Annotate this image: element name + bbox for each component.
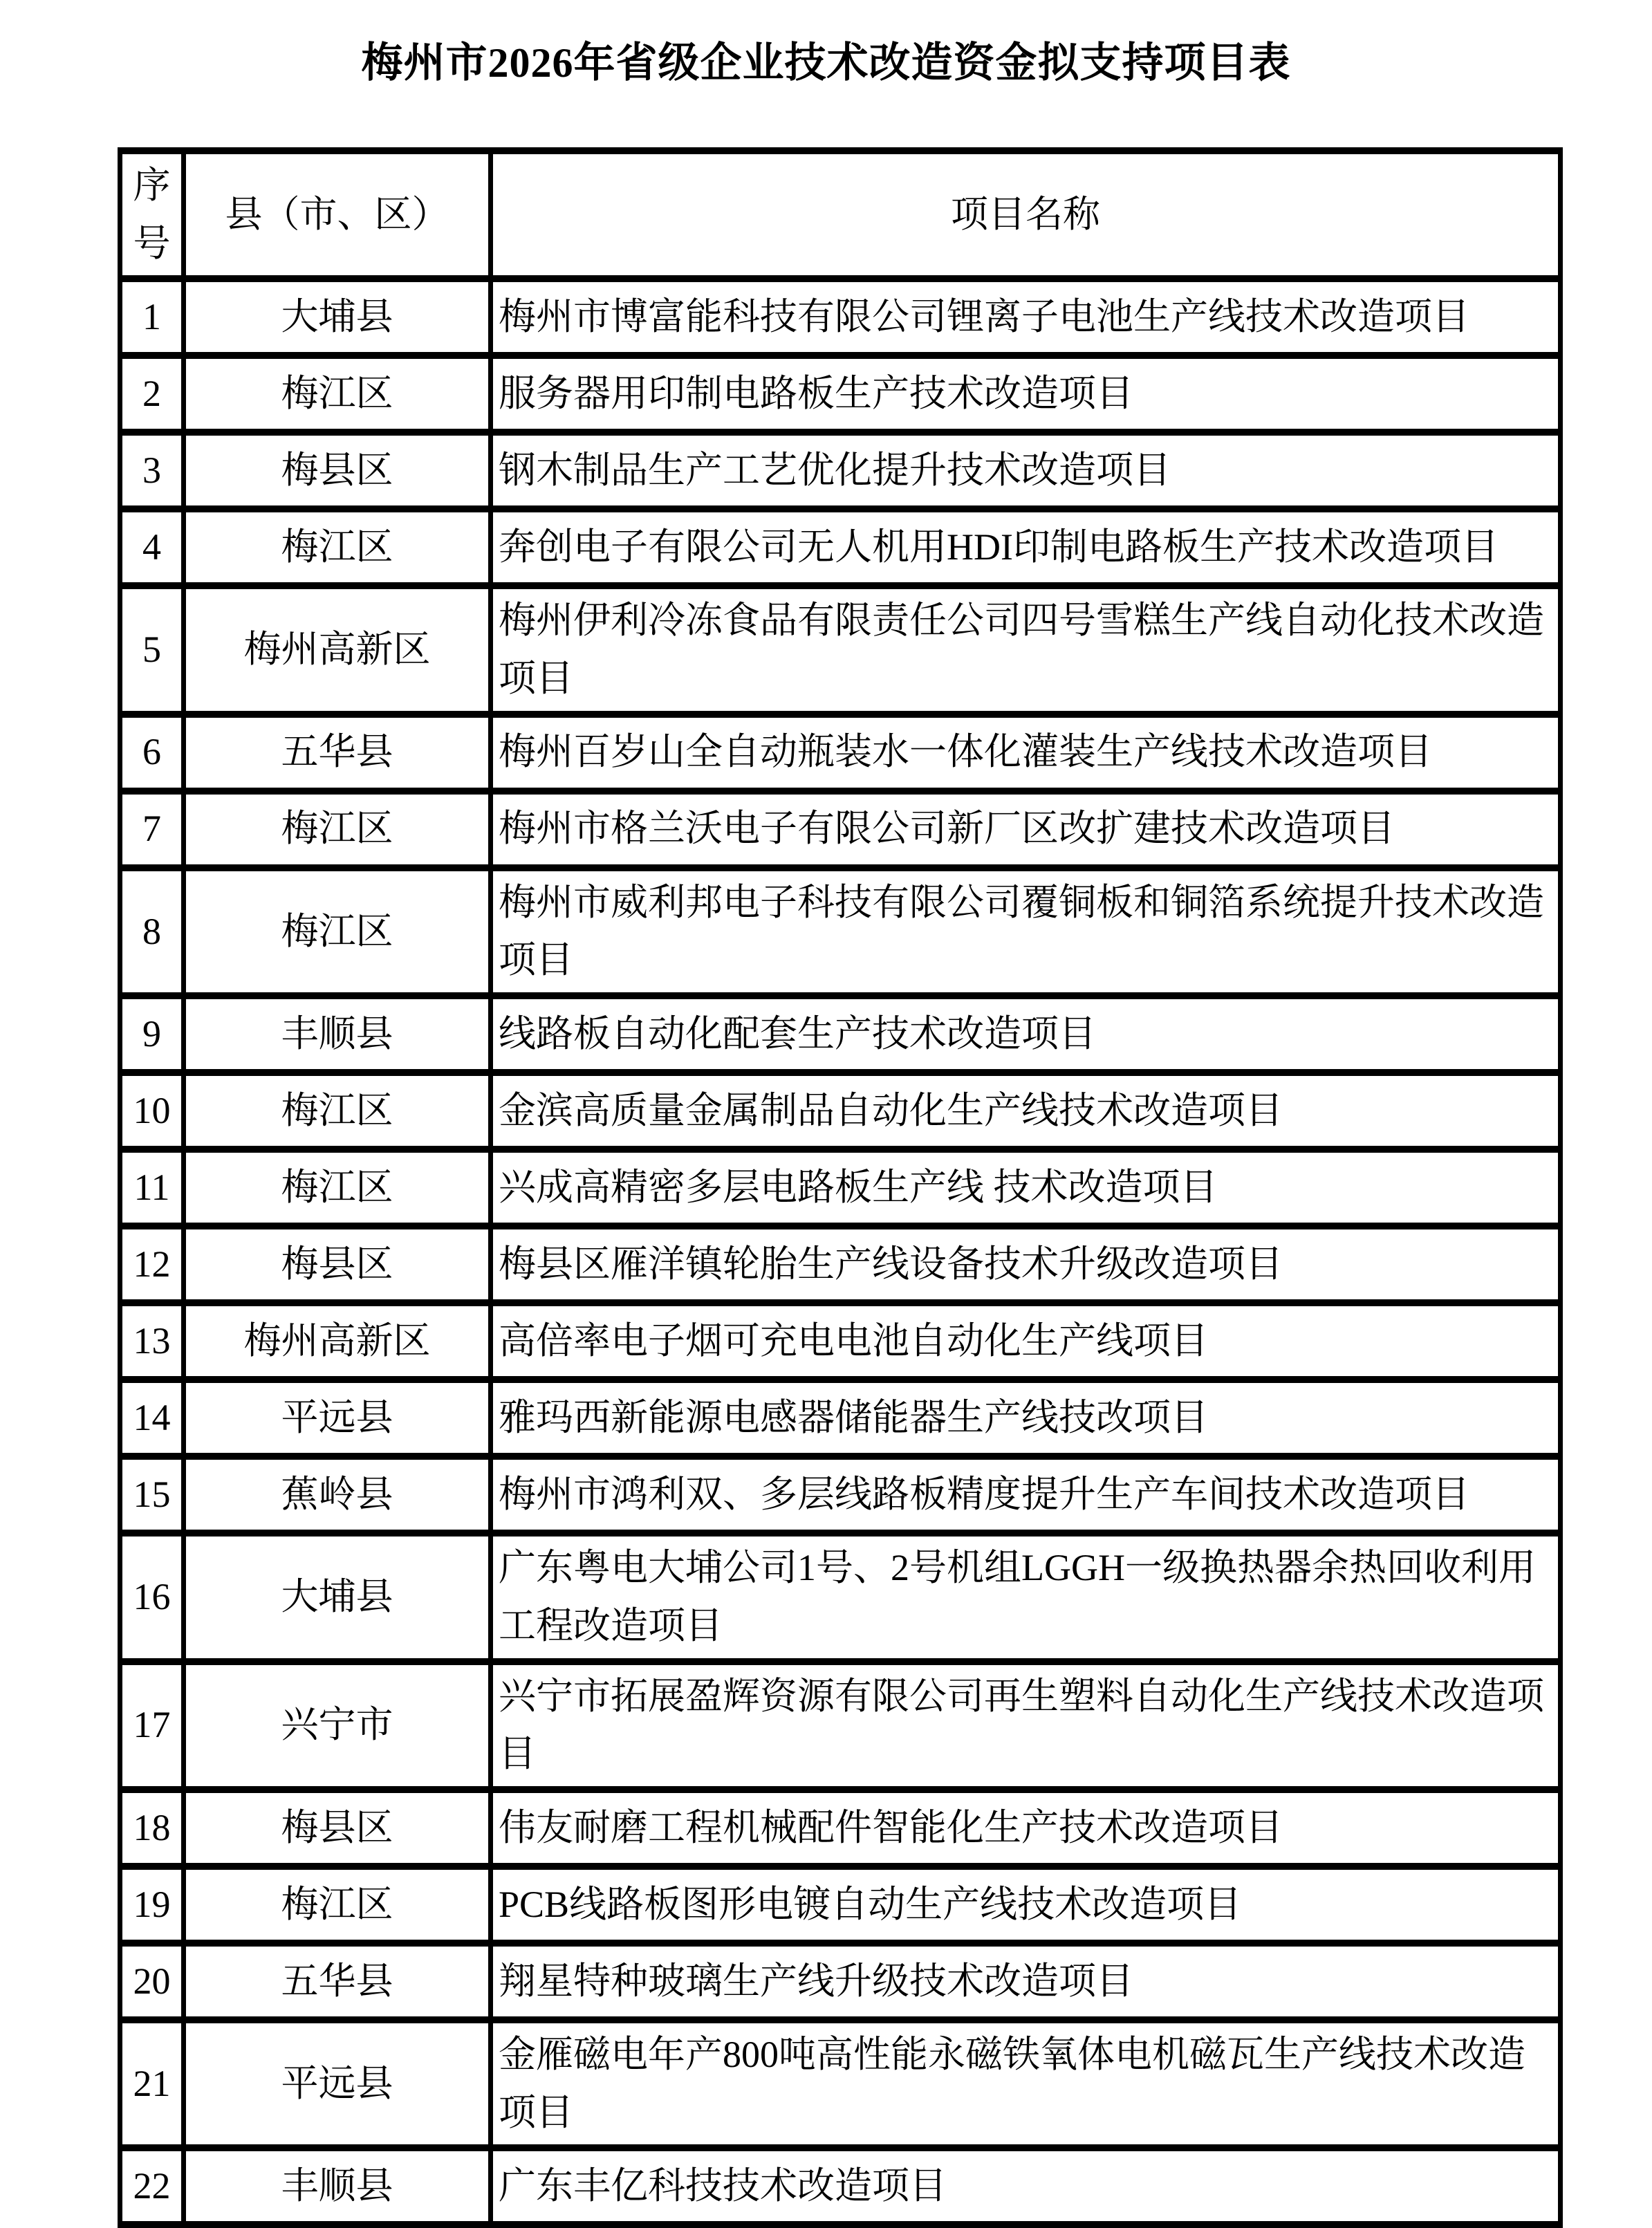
- cell-county: 五华县: [184, 1943, 491, 2020]
- table-row: [120, 1533, 1561, 1661]
- table-row: [120, 2020, 1561, 2148]
- cell-serial: 10: [120, 1073, 184, 1149]
- cell-serial: 15: [120, 1456, 184, 1533]
- table-row: [120, 1943, 1561, 2020]
- table-row: [120, 1456, 1561, 1533]
- table-header-row: [120, 151, 1561, 279]
- cell-county: 梅江区: [184, 1866, 491, 1943]
- page-title: 梅州市2026年省级企业技术改造资金拟支持项目表: [361, 40, 1291, 86]
- cell-serial: 9: [120, 996, 184, 1073]
- cell-county: 梅江区: [184, 791, 491, 868]
- cell-project: 梅州市鸿利双、多层线路板精度提升生产车间技术改造项目: [491, 1456, 1561, 1533]
- cell-serial: 17: [120, 1662, 184, 1790]
- cell-project: 广东丰亿科技技术改造项目: [491, 2148, 1561, 2225]
- cell-county: 五华县: [184, 714, 491, 791]
- cell-serial: 16: [120, 1533, 184, 1661]
- cell-county: 大埔县: [184, 1533, 491, 1661]
- table-row: [120, 1380, 1561, 1456]
- cell-serial: 22: [120, 2148, 184, 2225]
- table-row: [120, 355, 1561, 432]
- table-row: [120, 1149, 1561, 1226]
- cell-serial: 1: [120, 279, 184, 355]
- cell-county: 梅县区: [184, 1226, 491, 1303]
- cell-project: 兴成高精密多层电路板生产线 技术改造项目: [491, 1149, 1561, 1226]
- cell-project: 翔星特种玻璃生产线升级技术改造项目: [491, 1943, 1561, 2020]
- cell-county: 梅江区: [184, 1073, 491, 1149]
- cell-project: 梅州市格兰沃电子有限公司新厂区改扩建技术改造项目: [491, 791, 1561, 868]
- cell-project: 钢木制品生产工艺优化提升技术改造项目: [491, 432, 1561, 509]
- cell-serial: 21: [120, 2020, 184, 2148]
- cell-project: PCB线路板图形电镀自动生产线技术改造项目: [491, 1866, 1561, 1943]
- cell-county: 蕉岭县: [184, 1456, 491, 1533]
- table-row: [120, 509, 1561, 586]
- column-header-project-name: 项目名称: [491, 151, 1561, 279]
- cell-serial: 2: [120, 355, 184, 432]
- cell-project: 梅州百岁山全自动瓶装水一体化灌装生产线技术改造项目: [491, 714, 1561, 791]
- table-row: [120, 868, 1561, 996]
- table-row: [120, 996, 1561, 1073]
- cell-serial: 19: [120, 1866, 184, 1943]
- cell-county: 梅州高新区: [184, 586, 491, 714]
- table-row: [120, 714, 1561, 791]
- cell-county: 梅江区: [184, 509, 491, 586]
- cell-project: 兴宁市拓展盈辉资源有限公司再生塑料自动化生产线技术改造项目: [491, 1662, 1561, 1790]
- cell-serial: 11: [120, 1149, 184, 1226]
- table-row: [120, 1790, 1561, 1866]
- table-row: [120, 1303, 1561, 1380]
- column-header-serial: 序号: [120, 151, 184, 279]
- cell-project: 奔创电子有限公司无人机用HDI印制电路板生产技术改造项目: [491, 509, 1561, 586]
- table-body: [120, 279, 1561, 2225]
- cell-serial: 18: [120, 1790, 184, 1866]
- cell-project: 金雁磁电年产800吨高性能永磁铁氧体电机磁瓦生产线技术改造项目: [491, 2020, 1561, 2148]
- cell-project: 线路板自动化配套生产技术改造项目: [491, 996, 1561, 1073]
- cell-county: 梅江区: [184, 1149, 491, 1226]
- cell-project: 伟友耐磨工程机械配件智能化生产技术改造项目: [491, 1790, 1561, 1866]
- cell-serial: 5: [120, 586, 184, 714]
- cell-serial: 4: [120, 509, 184, 586]
- cell-county: 平远县: [184, 1380, 491, 1456]
- cell-project: 雅玛西新能源电感器储能器生产线技改项目: [491, 1380, 1561, 1456]
- cell-project: 梅州伊利冷冻食品有限责任公司四号雪糕生产线自动化技术改造项目: [491, 586, 1561, 714]
- cell-county: 平远县: [184, 2020, 491, 2148]
- cell-county: 梅州高新区: [184, 1303, 491, 1380]
- table-row: [120, 1662, 1561, 1790]
- cell-serial: 12: [120, 1226, 184, 1303]
- cell-serial: 8: [120, 868, 184, 996]
- cell-serial: 3: [120, 432, 184, 509]
- cell-county: 梅江区: [184, 355, 491, 432]
- table-row: [120, 432, 1561, 509]
- cell-county: 丰顺县: [184, 2148, 491, 2225]
- cell-county: 兴宁市: [184, 1662, 491, 1790]
- cell-county: 梅江区: [184, 868, 491, 996]
- cell-project: 梅州市博富能科技有限公司锂离子电池生产线技术改造项目: [491, 279, 1561, 355]
- table-row: [120, 1866, 1561, 1943]
- cell-county: 大埔县: [184, 279, 491, 355]
- projects-table: [118, 147, 1563, 2228]
- cell-serial: 6: [120, 714, 184, 791]
- table-row: [120, 586, 1561, 714]
- cell-serial: 7: [120, 791, 184, 868]
- cell-county: 丰顺县: [184, 996, 491, 1073]
- cell-serial: 14: [120, 1380, 184, 1456]
- column-header-county: 县（市、区）: [184, 151, 491, 279]
- cell-project: 广东粤电大埔公司1号、2号机组LGGH一级换热器余热回收利用工程改造项目: [491, 1533, 1561, 1661]
- cell-project: 服务器用印制电路板生产技术改造项目: [491, 355, 1561, 432]
- cell-serial: 13: [120, 1303, 184, 1380]
- table-row: [120, 2148, 1561, 2225]
- cell-serial: 20: [120, 1943, 184, 2020]
- table-row: [120, 791, 1561, 868]
- table-row: [120, 1073, 1561, 1149]
- cell-project: 金滨高质量金属制品自动化生产线技术改造项目: [491, 1073, 1561, 1149]
- cell-project: 梅州市威利邦电子科技有限公司覆铜板和铜箔系统提升技术改造项目: [491, 868, 1561, 996]
- cell-project: 梅县区雁洋镇轮胎生产线设备技术升级改造项目: [491, 1226, 1561, 1303]
- table-row: [120, 279, 1561, 355]
- cell-project: 高倍率电子烟可充电电池自动化生产线项目: [491, 1303, 1561, 1380]
- cell-county: 梅县区: [184, 432, 491, 509]
- table-row: [120, 1226, 1561, 1303]
- cell-county: 梅县区: [184, 1790, 491, 1866]
